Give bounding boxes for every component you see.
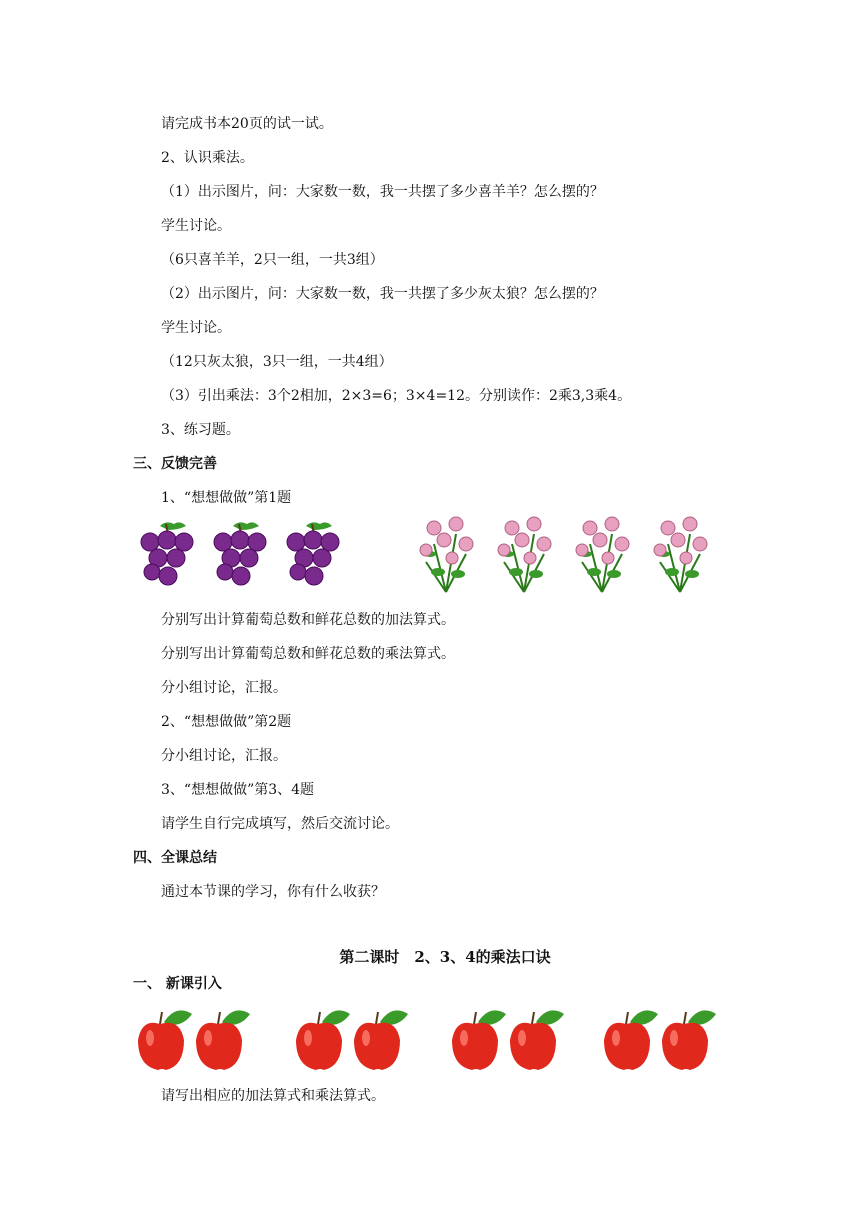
- rose-icon: [494, 514, 556, 594]
- grape-icon: [284, 520, 342, 592]
- text-line: 分别写出计算葡萄总数和鲜花总数的加法算式。: [161, 612, 455, 628]
- apple-pair-icon: [294, 1004, 418, 1074]
- text-line: 2、认识乘法。: [161, 150, 254, 166]
- grape-icon: [138, 520, 196, 592]
- text-line: 分小组讨论，汇报。: [161, 748, 287, 764]
- text-line: 请完成书本20页的试一试。: [161, 116, 333, 132]
- text-line: 请写出相应的加法算式和乘法算式。: [161, 1088, 385, 1104]
- grape-icon: [211, 520, 269, 592]
- text-line: 通过本节课的学习，你有什么收获？: [161, 884, 385, 900]
- text-line: （6只喜羊羊，2只一组，一共3组）: [161, 252, 384, 268]
- text-line: 3、练习题。: [161, 422, 240, 438]
- text-line: 3、“想想做做”第3、4题: [161, 782, 315, 798]
- apple-pair-icon: [136, 1004, 260, 1074]
- text-line: 请学生自行完成填写，然后交流讨论。: [161, 816, 399, 832]
- text-line: 分别写出计算葡萄总数和鲜花总数的乘法算式。: [161, 646, 455, 662]
- text-line: 1、“想想做做”第1题: [161, 490, 292, 506]
- text-line: 学生讨论。: [161, 218, 231, 234]
- text-line: 学生讨论。: [161, 320, 231, 336]
- section-heading: 一、 新课引入: [133, 976, 222, 992]
- lesson-title: 第二课时 2、3、4的乘法口诀: [339, 948, 551, 966]
- apple-pair-icon: [602, 1004, 726, 1074]
- text-line: 分小组讨论，汇报。: [161, 680, 287, 696]
- text-line: （3）引出乘法：3个2相加，2×3=6；3×4=12。分别读作：2乘3,3乘4。: [161, 388, 632, 404]
- section-heading: 三、反馈完善: [133, 456, 217, 472]
- text-line: （1）出示图片，问：大家数一数，我一共摆了多少喜羊羊？怎么摆的？: [161, 184, 604, 200]
- rose-icon: [650, 514, 712, 594]
- rose-icon: [416, 514, 478, 594]
- apple-pair-icon: [450, 1004, 574, 1074]
- rose-icon: [572, 514, 634, 594]
- section-heading: 四、全课总结: [133, 850, 217, 866]
- text-line: （2）出示图片，问：大家数一数，我一共摆了多少灰太狼？怎么摆的？: [161, 286, 604, 302]
- text-line: （12只灰太狼，3只一组，一共4组）: [161, 354, 393, 370]
- text-line: 2、“想想做做”第2题: [161, 714, 292, 730]
